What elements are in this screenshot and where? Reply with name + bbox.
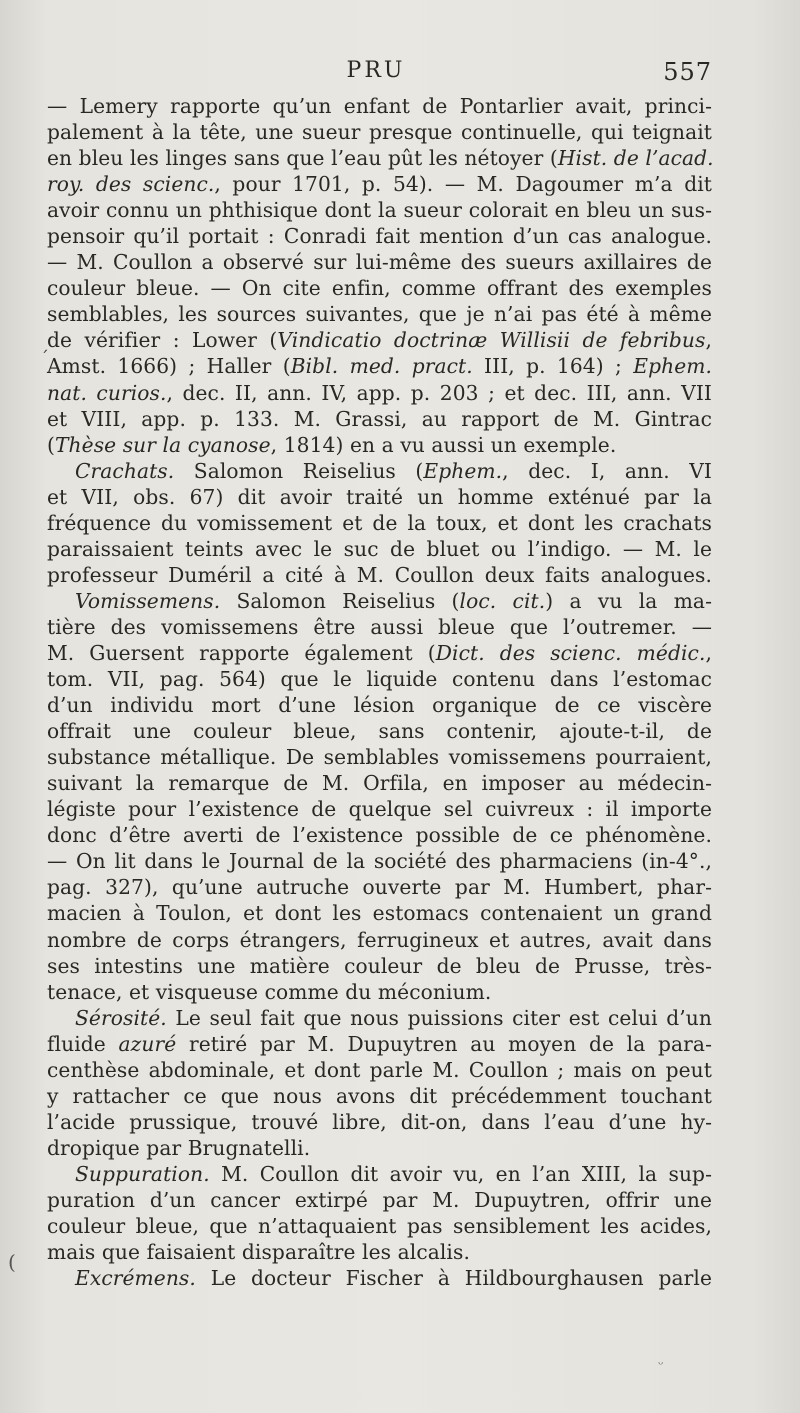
text-segment: Salomon Reiselius ( <box>174 458 424 483</box>
text-line <box>47 562 712 588</box>
text-segment: et VIII, app. p. 133. M. Grassi, au rapport de M. Gintrac <box>47 406 712 431</box>
text-segment: y rattacher ce que nous avons dit précédemment touchant <box>47 1083 712 1108</box>
text-segment: , pour 1701, p. 54). — M. Dagoumer m’a dit <box>214 172 712 197</box>
text-line <box>47 223 712 249</box>
text-segment: paraissaient teints avec le suc de bluet ou l’indigo. — M. le <box>47 536 712 561</box>
text-line <box>47 692 712 718</box>
text-segment: , <box>705 640 712 665</box>
text-line <box>47 536 712 562</box>
italic-text: nat. curios. <box>47 380 167 405</box>
text-line <box>47 588 712 614</box>
italic-text: Excrémens. <box>75 1266 196 1291</box>
text-line <box>47 1161 712 1187</box>
text-segment: Le docteur Fischer à Hildbourghausen parle <box>195 1266 712 1291</box>
italic-text: Dict. des scienc. médic. <box>435 640 706 665</box>
text-segment: en bleu les linges sans que l’eau pût les nétoyer ( <box>47 146 558 171</box>
page-header <box>40 58 712 90</box>
print-speck: ᵕ <box>658 1357 664 1373</box>
italic-text: Vindicatio doctrinæ Willisii de febribus <box>277 328 706 353</box>
italic-text: Crachats. <box>75 458 175 483</box>
text-segment: de vérifier : Lower ( <box>47 328 278 353</box>
text-segment: retiré par M. Dupuytren au moyen de la para- <box>176 1031 712 1056</box>
text-segment: , dec. II, ann. IV, app. p. 203 ; et dec. III, ann. VII <box>166 380 712 405</box>
text-line <box>47 640 712 666</box>
text-segment: couleur bleue, que n’attaquaient pas sensiblement les acides, <box>47 1214 712 1239</box>
text-segment: tière des vomissemens être aussi bleue que l’outremer. — <box>47 614 712 639</box>
text-line <box>47 1213 712 1239</box>
text-segment: mais que faisaient disparaître les alcalis. <box>47 1240 470 1265</box>
text-line <box>47 848 712 874</box>
text-line <box>47 718 712 744</box>
text-line <box>47 484 712 510</box>
text-segment: substance métallique. De semblables vomissemens pourraient, <box>47 745 712 770</box>
text-segment: ) a vu la ma- <box>545 588 712 613</box>
text-segment: III, p. 164) ; <box>472 354 634 379</box>
text-line <box>47 1031 712 1057</box>
text-line <box>47 353 712 379</box>
text-segment: couleur bleue. — On cite enfin, comme offrant des exemples <box>47 276 712 301</box>
body-text <box>47 93 712 1291</box>
italic-text: Hist. de l’acad. <box>557 146 714 171</box>
text-segment: palement à la tête, une sueur presque continuelle, qui teignait <box>47 120 712 145</box>
italic-text: Bibl. med. pract. <box>290 354 473 379</box>
text-segment: dropique par Brugnatelli. <box>47 1135 311 1160</box>
text-segment: Le seul fait que nous puissions citer est celui d’un <box>166 1005 712 1030</box>
text-line <box>47 979 712 1005</box>
text-line <box>47 145 712 171</box>
text-segment: tenace, et visqueuse comme du méconium. <box>47 979 492 1004</box>
text-segment: légiste pour l’existence de quelque sel cuivreux : il importe <box>47 797 712 822</box>
italic-text: Ephem. <box>633 354 713 379</box>
italic-text: azuré <box>118 1031 177 1056</box>
text-segment: ses intestins une matière couleur de bleu de Prusse, très- <box>47 953 712 978</box>
text-line <box>47 432 712 458</box>
italic-text: roy. des scienc. <box>47 172 215 197</box>
italic-text: loc. cit. <box>459 588 546 613</box>
italic-text: Thèse sur la cyanose <box>54 432 271 457</box>
text-segment: , <box>705 328 712 353</box>
text-segment: Salomon Reiselius ( <box>220 588 460 613</box>
text-segment: macien à Toulon, et dont les estomacs contenaient un grand <box>47 901 712 926</box>
text-segment: pag. 327), qu’une autruche ouverte par M. Humbert, phar- <box>47 875 712 900</box>
text-line <box>47 927 712 953</box>
text-line <box>47 380 712 406</box>
text-segment: professeur Duméril a cité à M. Coullon deux faits analogues. <box>47 562 712 587</box>
gutter-mark: ( <box>8 1250 16 1274</box>
text-segment: , dec. I, ann. VI <box>502 458 712 483</box>
text-line <box>47 614 712 640</box>
text-line <box>47 900 712 926</box>
text-segment: puration d’un cancer extirpé par M. Dupuytren, offrir une <box>47 1187 712 1212</box>
text-line <box>47 171 712 197</box>
margin-tick-mark: ´ <box>40 348 49 369</box>
text-segment: centhèse abdominale, et dont parle M. Coullon ; mais on peut <box>47 1057 712 1082</box>
text-segment: — On lit dans le Journal de la société des pharmaciens (in-4°., <box>47 849 712 874</box>
text-line <box>47 301 712 327</box>
text-segment: et VII, obs. 67) dit avoir traité un homme exténué par la <box>47 484 712 509</box>
text-line <box>47 197 712 223</box>
text-segment: avoir connu un phthisique dont la sueur colorait en bleu un sus- <box>47 198 712 223</box>
text-segment: suivant la remarque de M. Orfila, en imposer au médecin- <box>47 771 712 796</box>
text-line <box>47 1135 712 1161</box>
text-segment: donc d’être averti de l’existence possible de ce phénomène. <box>47 823 712 848</box>
text-segment: Amst. 1666) ; Haller ( <box>47 354 291 379</box>
italic-text: Sérosité. <box>75 1005 167 1030</box>
text-line <box>47 327 712 353</box>
text-segment: — Lemery rapporte qu’un enfant de Pontarlier avait, princi- <box>47 94 712 118</box>
italic-text: Suppuration. <box>75 1161 210 1186</box>
text-line <box>47 249 712 275</box>
text-segment: ( <box>47 432 55 457</box>
text-segment: semblables, les sources suivantes, que je n’ai pas été à même <box>47 302 712 327</box>
text-line <box>47 510 712 536</box>
text-segment: fréquence du vomissement et de la toux, et dont les crachats <box>47 510 712 535</box>
text-segment: M. Guersent rapporte également ( <box>47 640 436 665</box>
text-line <box>47 1057 712 1083</box>
text-segment: fluide <box>47 1031 119 1056</box>
text-segment: M. Coullon dit avoir vu, en l’an XIII, la sup- <box>209 1161 712 1186</box>
text-line <box>47 1083 712 1109</box>
text-line <box>47 1265 712 1291</box>
text-segment: offrait une couleur bleue, sans contenir, ajoute-t-il, de <box>47 719 712 744</box>
text-line <box>47 1187 712 1213</box>
page-number: 557 <box>663 58 712 86</box>
text-line <box>47 796 712 822</box>
text-line <box>47 1239 712 1265</box>
text-line <box>47 458 712 484</box>
running-head: PRU <box>346 58 406 83</box>
text-line <box>47 953 712 979</box>
text-segment: nombre de corps étrangers, ferrugineux et autres, avait dans <box>47 927 712 952</box>
text-line <box>47 874 712 900</box>
text-line <box>47 1109 712 1135</box>
text-line <box>47 744 712 770</box>
text-segment: d’un individu mort d’une lésion organique de ce viscère <box>47 693 712 718</box>
italic-text: Vomissemens. <box>75 588 221 613</box>
text-segment: tom. VII, pag. 564) que le liquide contenu dans l’estomac <box>47 667 712 692</box>
text-line <box>47 770 712 796</box>
text-line <box>47 93 712 119</box>
text-line <box>47 1005 712 1031</box>
italic-text: Ephem. <box>423 458 503 483</box>
text-line <box>47 275 712 301</box>
text-line <box>47 822 712 848</box>
text-segment: l’acide prussique, trouvé libre, dit-on, dans l’eau d’une hy- <box>47 1109 712 1134</box>
text-line <box>47 119 712 145</box>
text-segment: , 1814) en a vu aussi un exemple. <box>270 432 617 457</box>
text-line <box>47 406 712 432</box>
text-line <box>47 666 712 692</box>
text-segment: pensoir qu’il portait : Conradi fait mention d’un cas analogue. <box>47 224 712 249</box>
text-segment: — M. Coullon a observé sur lui-même des sueurs axillaires de <box>47 250 712 275</box>
